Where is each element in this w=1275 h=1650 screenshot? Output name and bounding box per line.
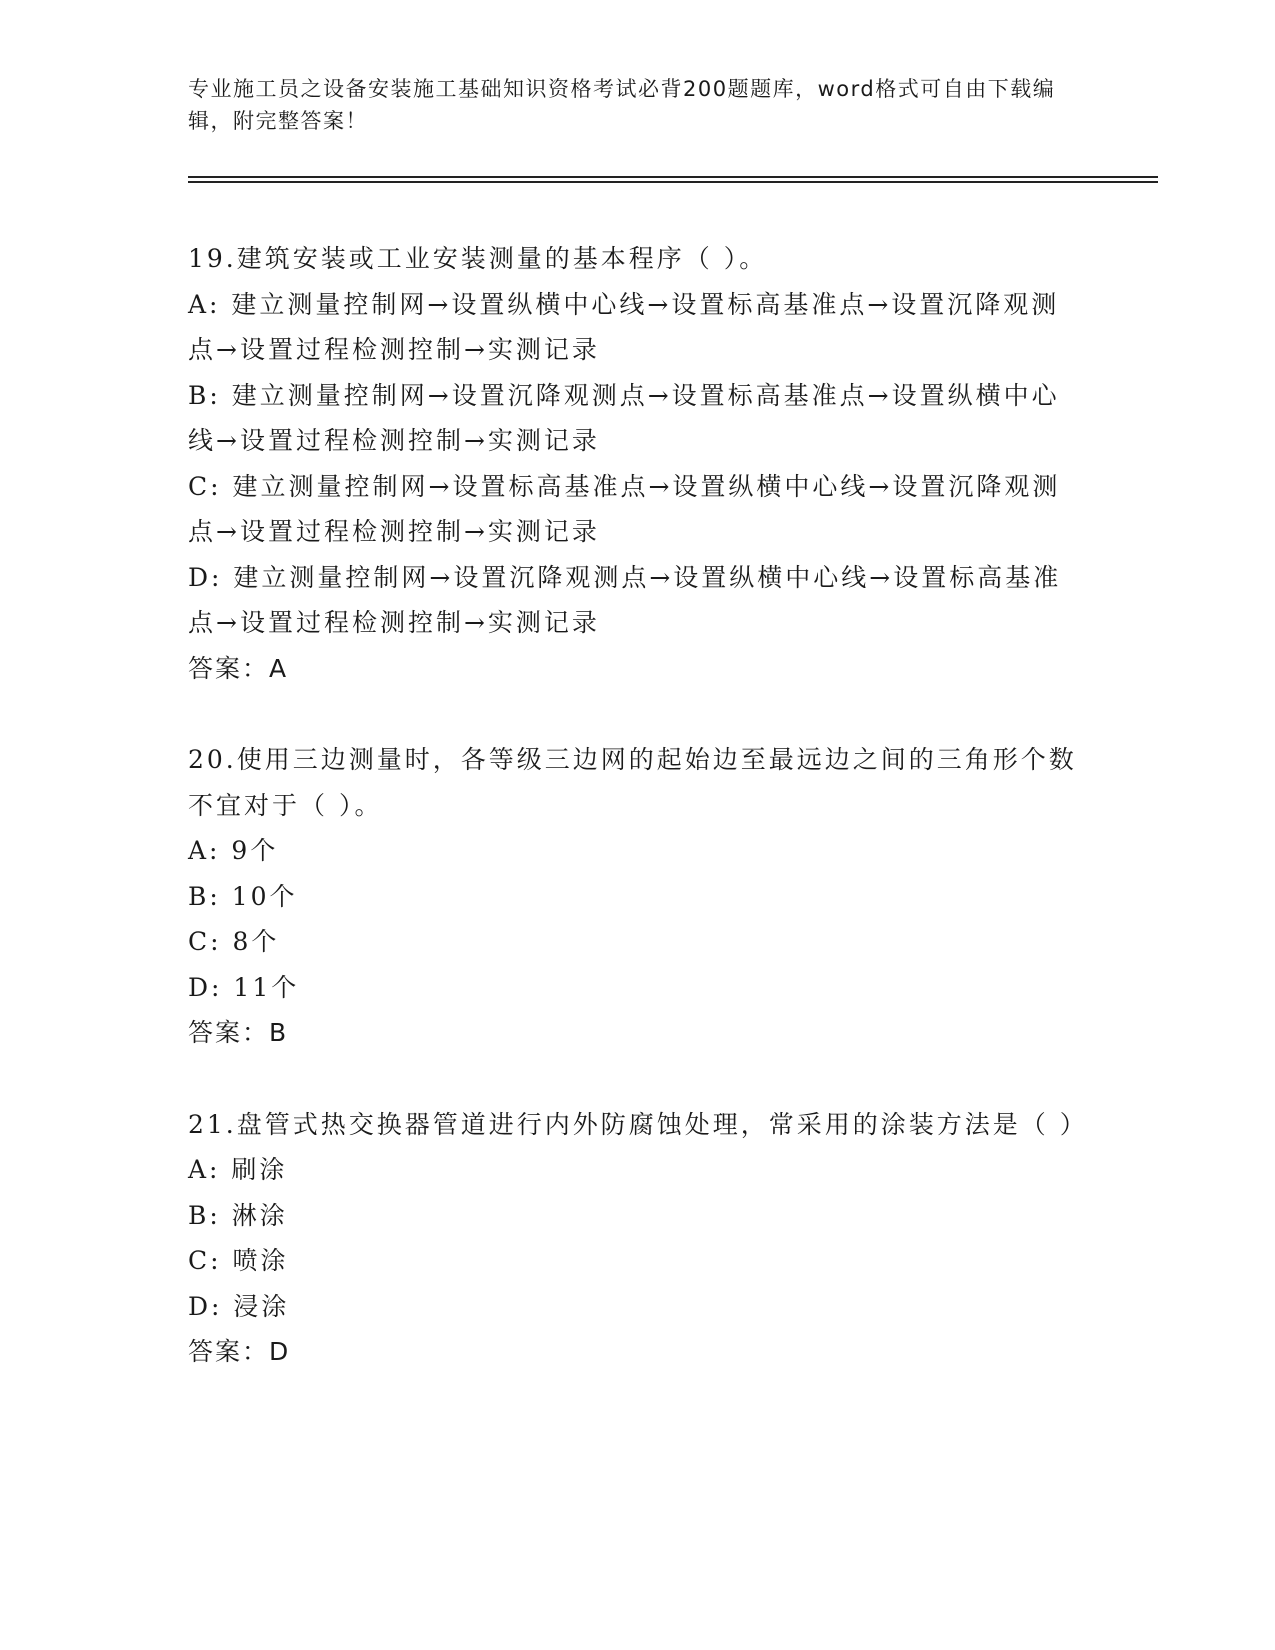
option-b: B: 10个 <box>188 881 298 911</box>
option-b: B: 淋涂 <box>188 1200 288 1230</box>
option-a: A: 刷涂 <box>188 1155 288 1184</box>
question-stem: 20.使用三边测量时，各等级三边网的起始边至最远边之间的三角形个数不宜对于（ ）。 <box>188 745 1077 820</box>
answer-line: 答案：D <box>188 1337 291 1366</box>
question-list <box>188 236 1088 1375</box>
answer-line: 答案：B <box>188 1018 289 1047</box>
question-stem: 21.盘管式热交换器管道进行内外防腐蚀处理，常采用的涂装方法是（ ） <box>188 1109 1088 1139</box>
question-stem: 19.建筑安装或工业安装测量的基本程序（ ）。 <box>188 244 768 273</box>
question-block <box>188 236 1078 691</box>
question-block <box>188 1102 1088 1375</box>
option-c: C: 8个 <box>188 927 280 956</box>
header-divider-bottom <box>188 181 1158 183</box>
answer-line: 答案：A <box>188 653 289 683</box>
option-d: D: 11个 <box>188 972 300 1002</box>
option-a: A: 9个 <box>188 836 279 865</box>
option-d: D: 建立测量控制网→设置沉降观测点→设置纵横中心线→设置标高基准点→设置过程检测控制→实测记录 <box>188 562 1062 637</box>
option-d: D: 浸涂 <box>188 1291 290 1321</box>
option-c: C: 建立测量控制网→设置标高基准点→设置纵横中心线→设置沉降观测点→设置过程检测控制→实测记录 <box>188 471 1061 546</box>
document-header: 专业施工员之设备安装施工基础知识资格考试必背200题题库，word格式可自由下载编辑，附完整答案！ <box>188 77 1056 133</box>
option-b: B: 建立测量控制网→设置沉降观测点→设置标高基准点→设置纵横中心线→设置过程检测控制→实测记录 <box>188 380 1060 455</box>
question-block <box>188 737 1078 1056</box>
option-a: A: 建立测量控制网→设置纵横中心线→设置标高基准点→设置沉降观测点→设置过程检测控制→实测记录 <box>188 289 1060 364</box>
option-c: C: 喷涂 <box>188 1246 289 1275</box>
header-divider-top <box>188 176 1158 178</box>
